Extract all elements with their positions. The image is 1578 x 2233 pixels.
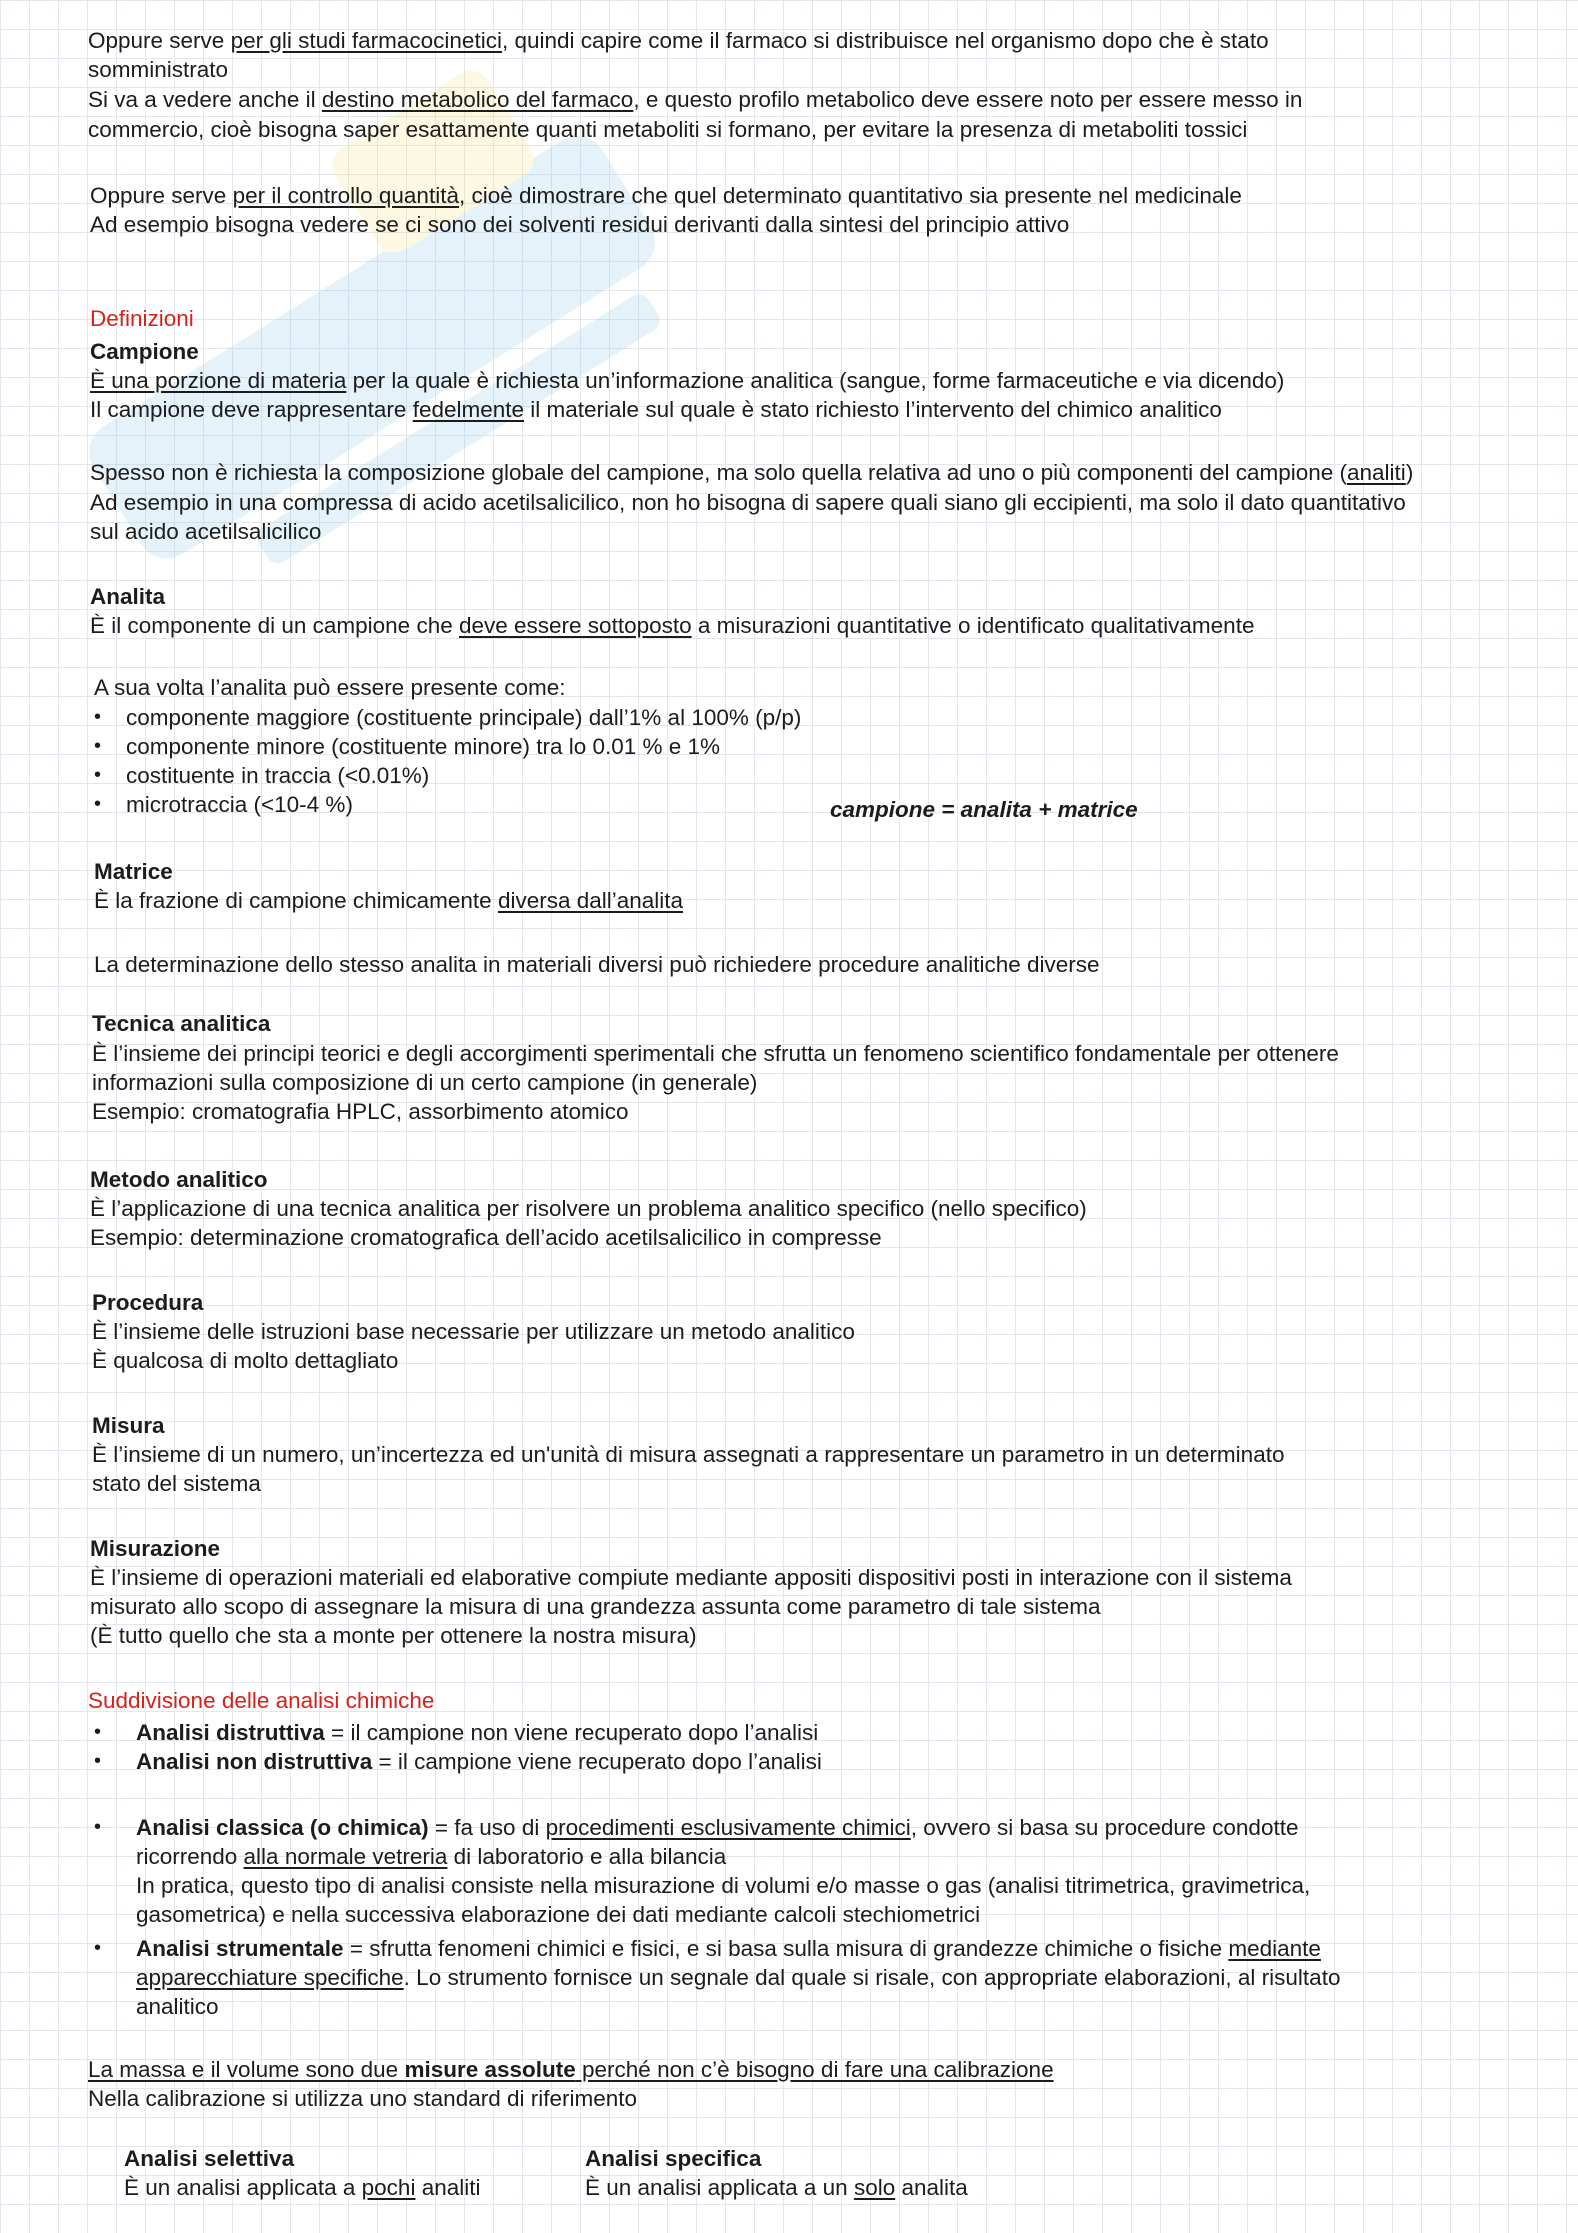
bullet-dot: • xyxy=(94,1937,102,1959)
campione-line-4: Ad esempio in una compressa di acido acetilsalicilico, non ho bisogna di sapere quali siano gli eccipienti, ma solo il dato quantitativo xyxy=(90,490,1406,515)
intro-line-3: Si va a vedere anche il destino metabolico del farmaco, e questo profilo metabolico deve essere noto per essere messo in xyxy=(88,87,1303,112)
classica-line-2: ricorrendo alla normale vetreria di laboratorio e alla bilancia xyxy=(136,1844,727,1869)
intro-line-4: commercio, cioè bisogna saper esattamente quanti metaboliti si formano, per evitare la presenza di metaboliti tossici xyxy=(88,117,1248,142)
analita-bullet: componente maggiore (costituente principale) dall’1% al 100% (p/p) xyxy=(126,705,802,730)
misurazione-line-3: (È tutto quello che sta a monte per ottenere la nostra misura) xyxy=(90,1623,697,1648)
metodo-title: Metodo analitico xyxy=(90,1167,268,1192)
formula: campione = analita + matrice xyxy=(830,797,1138,822)
calibrazione-line: Nella calibrazione si utilizza uno standard di riferimento xyxy=(88,2086,638,2111)
campione-line-5: sul acido acetilsalicilico xyxy=(90,519,322,544)
matrice-line-2: La determinazione dello stesso analita in materiali diversi può richiedere procedure analitiche diverse xyxy=(94,952,1100,977)
procedura-line-2: È qualcosa di molto dettagliato xyxy=(92,1348,399,1373)
selettiva-title: Analisi selettiva xyxy=(124,2146,295,2171)
matrice-title: Matrice xyxy=(94,859,173,884)
campione-line-1: È una porzione di materia per la quale è richiesta un’informazione analitica (sangue, forme farmaceutiche e via dicendo) xyxy=(90,368,1285,393)
tecnica-line-1: È l’insieme dei principi teorici e degli accorgimenti sperimentali che sfrutta un fenomeno scientifico fondamentale per ottenere xyxy=(92,1041,1339,1066)
metodo-line-2: Esempio: determinazione cromatografica dell’acido acetilsalicilico in compresse xyxy=(90,1225,882,1250)
suddivisione-heading: Suddivisione delle analisi chimiche xyxy=(88,1688,435,1713)
strumentale-line-3: analitico xyxy=(136,1994,219,2019)
bullet-dot: • xyxy=(94,764,102,786)
procedura-title: Procedura xyxy=(92,1290,204,1315)
misura-line-1: È l’insieme di un numero, un’incertezza ed un'unità di misura assegnati a rappresentare un parametro in un determinato xyxy=(92,1442,1285,1467)
analita-bullet: componente minore (costituente minore) tra lo 0.01 % e 1% xyxy=(126,734,721,759)
misurazione-line-2: misurato allo scopo di assegnare la misura di una grandezza assunta come parametro di tale sistema xyxy=(90,1594,1101,1619)
intro-line-5: Oppure serve per il controllo quantità, cioè dimostrare che quel determinato quantitativo sia presente nel medicinale xyxy=(90,183,1242,208)
specifica-title: Analisi specifica xyxy=(585,2146,762,2171)
analita-bullet: microtraccia (<10-4 %) xyxy=(126,792,353,817)
procedura-line-1: È l’insieme delle istruzioni base necessarie per utilizzare un metodo analitico xyxy=(92,1319,855,1344)
bullet-dot: • xyxy=(94,1721,102,1743)
definizioni-heading: Definizioni xyxy=(90,306,194,331)
intro-line-2: somministrato xyxy=(88,57,229,82)
strumentale-line-1: Analisi strumentale = sfrutta fenomeni chimici e fisici, e si basa sulla misura di grandezze chimiche o fisiche mediante xyxy=(136,1936,1321,1961)
intro-line-1: Oppure serve per gli studi farmacocinetici, quindi capire come il farmaco si distribuisce nel organismo dopo che è stato xyxy=(88,28,1269,53)
massa-line: La massa e il volume sono due misure assolute perché non c’è bisogno di fare una calibrazione xyxy=(88,2057,1054,2082)
bullet-dot: • xyxy=(94,793,102,815)
analita-bullet: costituente in traccia (<0.01%) xyxy=(126,763,430,788)
bullet-dot: • xyxy=(94,1750,102,1772)
misura-line-2: stato del sistema xyxy=(92,1471,261,1496)
tecnica-line-3: Esempio: cromatografia HPLC, assorbimento atomico xyxy=(92,1099,629,1124)
analita-title: Analita xyxy=(90,584,166,609)
matrice-line-1: È la frazione di campione chimicamente diversa dall’analita xyxy=(94,888,684,913)
intro-line-6: Ad esempio bisogna vedere se ci sono dei solventi residui derivanti dalla sintesi del principio attivo xyxy=(90,212,1070,237)
tecnica-line-2: informazioni sulla composizione di un certo campione (in generale) xyxy=(92,1070,758,1095)
bullet-dot: • xyxy=(94,735,102,757)
classica-line-4: gasometrica) e nella successiva elaborazione dei dati mediante calcoli stechiometrici xyxy=(136,1902,981,1927)
classica-line-1: Analisi classica (o chimica) = fa uso di procedimenti esclusivamente chimici, ovvero si basa su procedure condotte xyxy=(136,1815,1299,1840)
strumentale-line-2: apparecchiature specifiche. Lo strumento fornisce un segnale dal quale si risale, con appropriate elaborazioni, al risultato xyxy=(136,1965,1341,1990)
misura-title: Misura xyxy=(92,1413,165,1438)
misurazione-title: Misurazione xyxy=(90,1536,221,1561)
metodo-line-1: È l’applicazione di una tecnica analitica per risolvere un problema analitico specifico (nello specifico) xyxy=(90,1196,1087,1221)
tecnica-title: Tecnica analitica xyxy=(92,1011,271,1036)
selettiva-line: È un analisi applicata a pochi analiti xyxy=(124,2175,481,2200)
analita-intro: A sua volta l’analita può essere presente come: xyxy=(94,675,566,700)
misurazione-line-1: È l’insieme di operazioni materiali ed elaborative compiute mediante appositi dispositivi posti in interazione con il sistema xyxy=(90,1565,1292,1590)
specifica-line: È un analisi applicata a un solo analita xyxy=(585,2175,968,2200)
campione-line-2: Il campione deve rappresentare fedelmente il materiale sul quale è stato richiesto l’intervento del chimico analitico xyxy=(90,397,1222,422)
analita-line-1: È il componente di un campione che deve essere sottoposto a misurazioni quantitative o identificato qualitativamente xyxy=(90,613,1255,638)
distruttiva-line: Analisi distruttiva = il campione non viene recuperato dopo l’analisi xyxy=(136,1720,819,1745)
campione-title: Campione xyxy=(90,339,199,364)
campione-line-3: Spesso non è richiesta la composizione globale del campione, ma solo quella relativa ad uno o più componenti del campione (analiti) xyxy=(90,460,1414,485)
bullet-dot: • xyxy=(94,706,102,728)
bullet-dot: • xyxy=(94,1816,102,1838)
classica-line-3: In pratica, questo tipo di analisi consiste nella misurazione di volumi e/o masse o gas (analisi titrimetrica, gravimetrica, xyxy=(136,1873,1311,1898)
non-distruttiva-line: Analisi non distruttiva = il campione viene recuperato dopo l’analisi xyxy=(136,1749,822,1774)
